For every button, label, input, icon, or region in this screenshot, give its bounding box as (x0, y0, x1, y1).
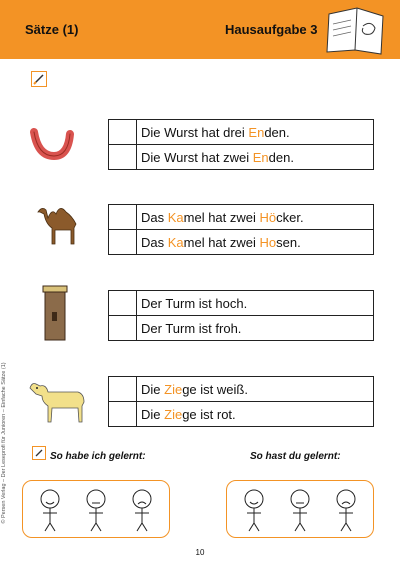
sentence-text: Die Wurst hat drei Enden. (137, 120, 374, 145)
sentence-row (109, 291, 374, 316)
goat-image (26, 378, 88, 426)
neutral-face-icon[interactable] (81, 485, 111, 533)
pencil-icon (31, 71, 47, 87)
sentence-text: Der Turm ist hoch. (137, 291, 374, 316)
checkbox[interactable] (109, 120, 137, 145)
neutral-face-icon[interactable] (285, 485, 315, 533)
sentence-row (109, 316, 374, 341)
tower-image (42, 284, 68, 342)
sentence-text: Die Ziege ist rot. (137, 402, 374, 427)
checkbox[interactable] (109, 316, 137, 341)
checkbox[interactable] (109, 230, 137, 255)
sentence-text: Der Turm ist froh. (137, 316, 374, 341)
sentence-text: Die Ziege ist weiß. (137, 377, 374, 402)
pencil-icon (32, 446, 46, 460)
sausage-image (28, 126, 74, 160)
checkbox[interactable] (109, 291, 137, 316)
happy-face-icon[interactable] (239, 485, 269, 533)
page-number: 10 (195, 548, 205, 557)
checkbox[interactable] (109, 402, 137, 427)
camel-image (34, 198, 84, 246)
sentence-table-2 (108, 204, 374, 255)
sentence-row (109, 402, 374, 427)
checkbox[interactable] (109, 205, 137, 230)
sentence-row (109, 230, 374, 255)
sentence-row (109, 145, 374, 170)
sentence-text: Das Kamel hat zwei Höcker. (137, 205, 374, 230)
homework-label: Hausaufgabe 3 (225, 22, 318, 37)
sentence-text: Die Wurst hat zwei Enden. (137, 145, 374, 170)
checkbox[interactable] (109, 145, 137, 170)
sentence-row (109, 120, 374, 145)
teacher-assessment-label: So hast du gelernt: (250, 451, 341, 462)
sentence-text: Das Kamel hat zwei Hosen. (137, 230, 374, 255)
sad-face-icon[interactable] (127, 485, 157, 533)
teacher-assessment-box (226, 480, 374, 538)
header-bar (0, 0, 400, 59)
self-assessment-box (22, 480, 170, 538)
copyright-note: © Persen Verlag – Der Leseprofi für Junioren – Einfache Sätze (1) (1, 362, 7, 524)
sentence-row (109, 377, 374, 402)
sentence-row (109, 205, 374, 230)
happy-face-icon[interactable] (35, 485, 65, 533)
self-assessment-label: So habe ich gelernt: (50, 451, 146, 462)
sentence-table-4 (108, 376, 374, 427)
worksheet-title: Sätze (1) (25, 22, 79, 37)
sentence-table-1 (108, 119, 374, 170)
sad-face-icon[interactable] (331, 485, 361, 533)
checkbox[interactable] (109, 377, 137, 402)
book-icon (323, 6, 391, 58)
sentence-table-3 (108, 290, 374, 341)
